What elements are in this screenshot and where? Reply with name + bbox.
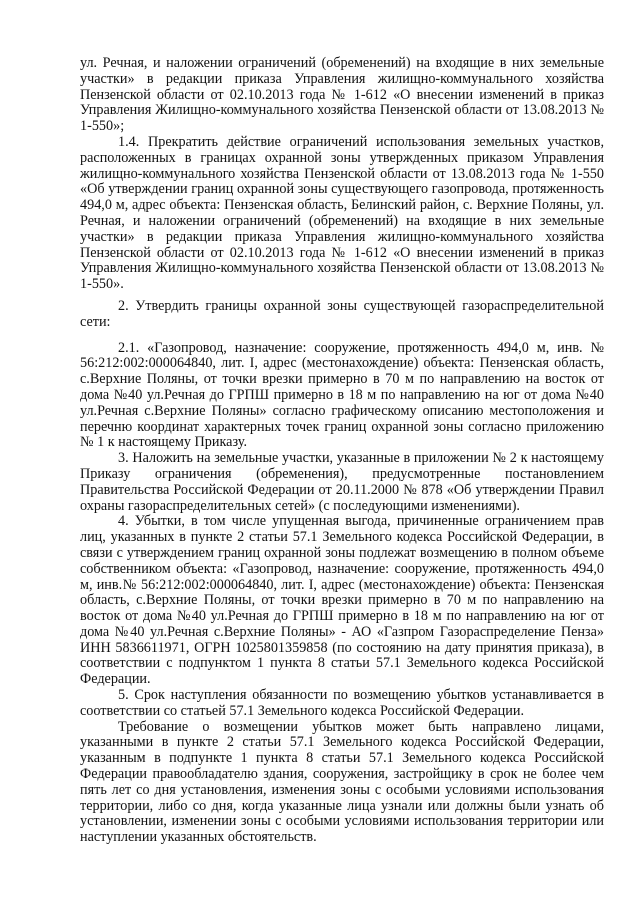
paragraph-compensation-claim: Требование о возмещении убытков может быть направлено лицами, указанными в пункте 2 статьи 57.1 Земельного кодекса Российской Федерации, указанным в подпункте 1 пункта 8 статьи 57.1 Земельного кодекса Российской Федерации правообладателю здания, сооружения, застройщику в срок не более чем пять лет со дня установления, изменения зоны с особыми условиями использования территории, либо со дня, когда указанные лица узнали или должны были узнать об установлении, изменении зоны с особыми условиями использования территории или наступлении указанных обстоятельств. — [80, 718, 604, 846]
paragraph-4: 4. Убытки, в том числе упущенная выгода, причиненные ограничением прав лиц, указанных в пункте 2 статьи 57.1 Земельного кодекса Российской Федерации, в связи с утверждением границ охранной зоны подлежат возмещению в полном объеме собственником объекта: «Газопровод, назначение: сооружение, протяженность 494,0 м, инв.№ 56:212:002:000064840, лит. I, адрес (местонахождение) объекта: Пензенская область, с.Верхние Поляны, от точки врезки примерно в 70 м по направлению на восток от дома №40 ул.Речная до ГРПШ примерно в 18 м по направлению на юг от дома №40 ул.Речная с.Верхние Поляны» - АО «Газпром Газораспределение Пенза» ИНН 5836611971, ОГРН 1025801359858 (по состоянию на дату принятия приказа), в соответствии с подпунктом 1 пункта 8 статьи 57.1 Земельного кодекса Российской Федерации. — [80, 513, 604, 688]
paragraph-2: 2. Утвердить границы охранной зоны существующей газораспределительной сети: — [80, 297, 604, 330]
paragraph-5: 5. Срок наступления обязанности по возмещению убытков устанавливается в соответствии со статьей 57.1 Земельного кодекса Российской Федерации. — [80, 687, 604, 719]
paragraph-1-4: 1.4. Прекратить действие ограничений использования земельных участков, расположенных в границах охранной зоны утвержденных приказом Управления жилищно-коммунального хозяйства Пензенской области от 13.08.2013 года № 1-550 «Об утверждении границ охранной зоны существующего газопровода, протяженность 494,0 м, адрес объекта: Пензенская область, Белинский район, с. Верхние Поляны, ул. Речная, и наложении ограничений (обременений) на входящие в них земельные участки» в редакции приказа Управления жилищно-коммунального хозяйства Пензенской области от 02.10.2013 года № 1-612 «О внесении изменений в приказ Управления Жилищно-коммунального хозяйства Пензенской области от 13.08.2013 № 1-550». — [80, 133, 604, 293]
document-page — [80, 56, 604, 846]
paragraph-3: 3. Наложить на земельные участки, указанные в приложении № 2 к настоящему Приказу ограничения (обременения), предусмотренные постановлением Правительства Российской Федерации от 20.11.2000 № 878 «Об утверждении Правил охраны газораспределительных сетей» (с последующими изменениями). — [80, 450, 604, 514]
paragraph-1-3-continuation: ул. Речная, и наложении ограничений (обременений) на входящие в них земельные участки» в редакции приказа Управления жилищно-коммунального хозяйства Пензенской области от 02.10.2013 года № 1-612 «О внесении изменений в приказ Управления Жилищно-коммунального хозяйства Пензенской области от 13.08.2013 № 1-550»; — [80, 55, 604, 135]
paragraph-2-1: 2.1. «Газопровод, назначение: сооружение, протяженность 494,0 м, инв. № 56:212:002:000064840, лит. I, адрес (местонахождение) объекта: Пензенская область, с.Верхние Поляны, от точки врезки примерно в 70 м по направлению на восток от дома №40 ул.Речная до ГРПШ примерно в 18 м по направлению на юг от дома №40 ул.Речная с.Верхние Поляны» согласно графическому описанию местоположения и перечню координат характерных точек границ охранной зоны согласно приложению № 1 к настоящему Приказу. — [80, 339, 604, 451]
